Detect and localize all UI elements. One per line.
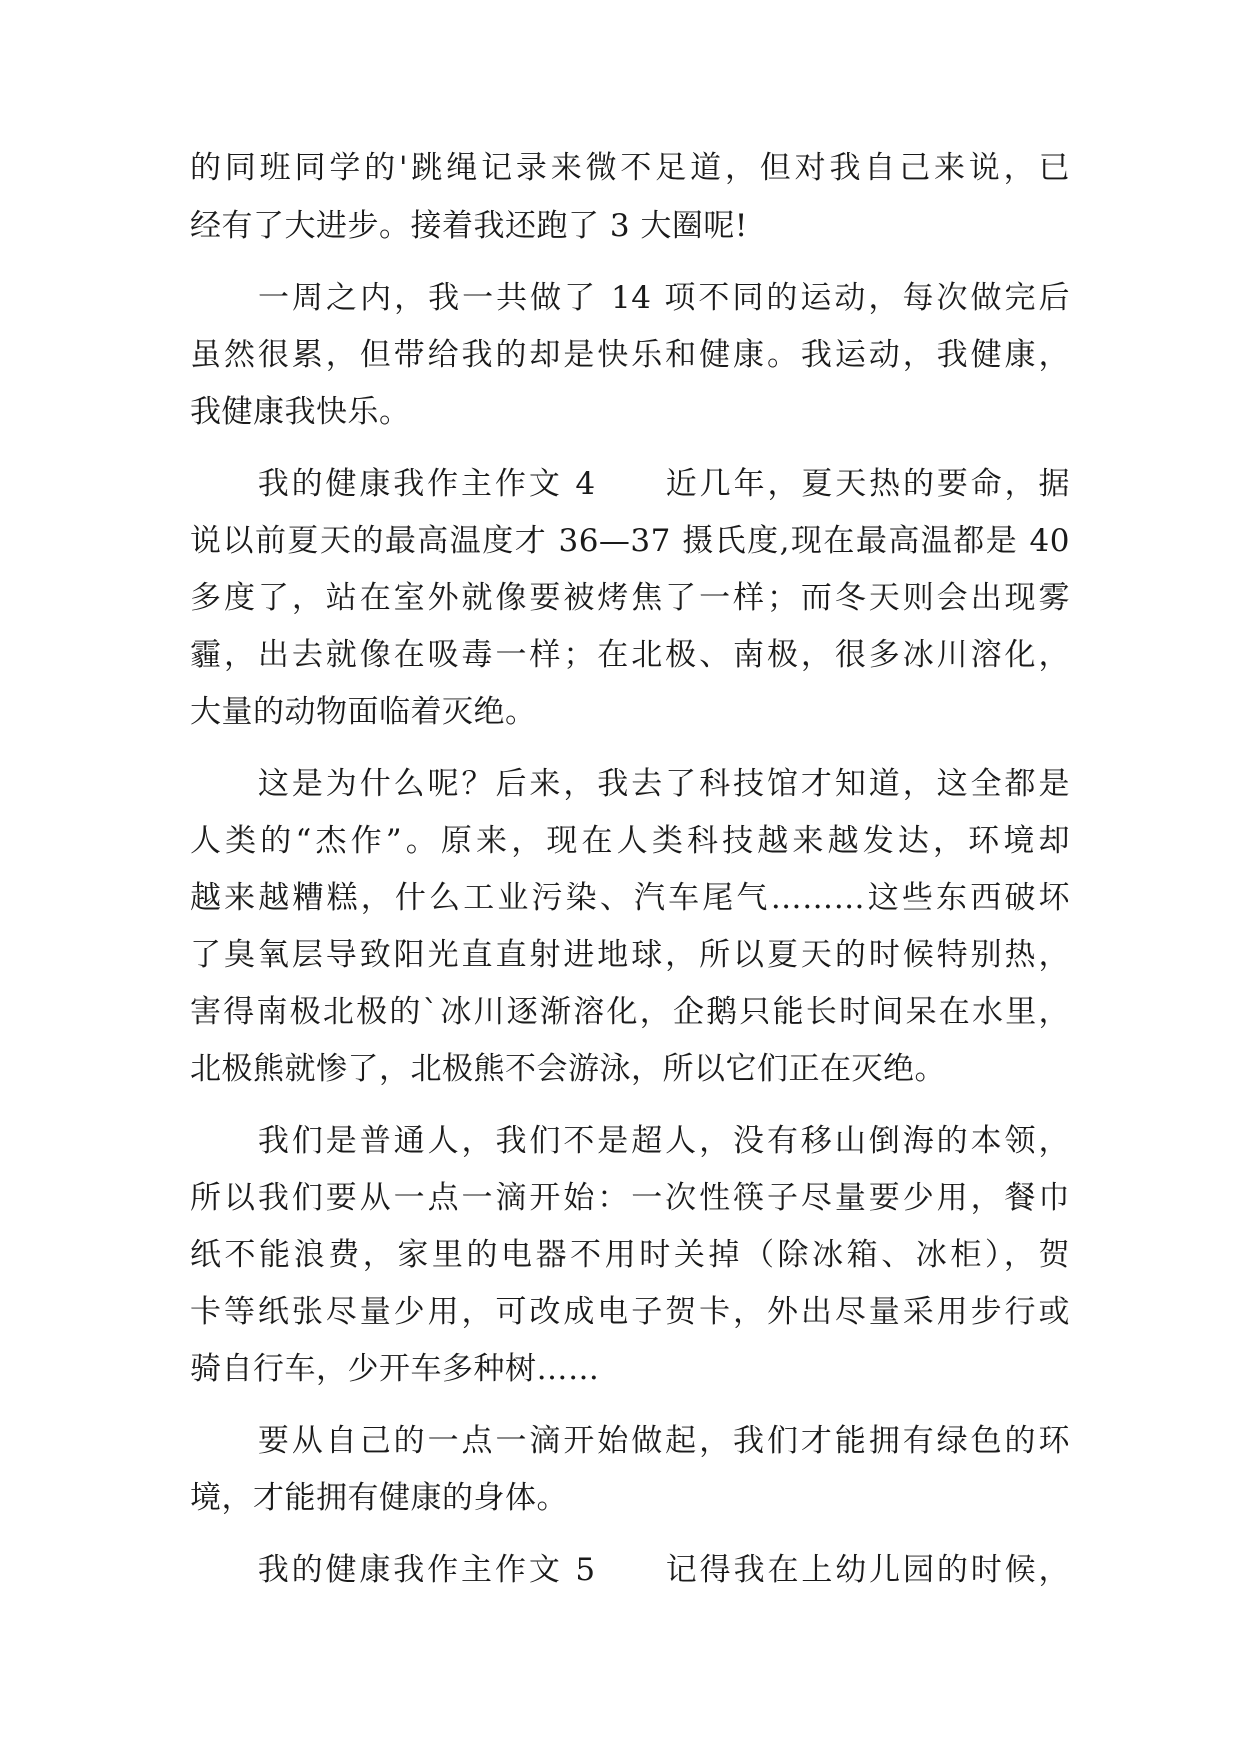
text-line: 一周之内，我一共做了 14 项不同的运动，每次做完后 (190, 280, 1070, 316)
text-line: 所以我们要从一点一滴开始：一次性筷子尽量要少用，餐巾 (190, 1180, 1070, 1216)
text-line: 的同班同学的'跳绳记录来微不足道，但对我自己来说，已 (190, 150, 1070, 186)
text-line: 说以前夏天的最高温度才 36—37 摄氏度,现在最高温都是 40 (190, 523, 1070, 559)
text-line: 这是为什么呢？后来，我去了科技馆才知道，这全都是 (190, 766, 1070, 802)
text-line: 我健康我快乐。 (190, 394, 411, 430)
text-line: 我的健康我作主作文 4 近几年，夏天热的要命，据 (190, 466, 1070, 502)
text-line: 虽然很累，但带给我的却是快乐和健康。我运动，我健康， (190, 337, 1070, 373)
text-line: 境，才能拥有健康的身体。 (190, 1480, 568, 1516)
text-line: 大量的动物面临着灭绝。 (190, 694, 537, 730)
text-line: 霾，出去就像在吸毒一样；在北极、南极，很多冰川溶化， (190, 637, 1070, 673)
text-line: 北极熊就惨了，北极熊不会游泳，所以它们正在灭绝。 (190, 1051, 946, 1087)
text-line: 了臭氧层导致阳光直直射进地球，所以夏天的时候特别热， (190, 937, 1070, 973)
text-line: 卡等纸张尽量少用，可改成电子贺卡，外出尽量采用步行或 (190, 1294, 1070, 1330)
text-line: 我们是普通人，我们不是超人，没有移山倒海的本领， (190, 1123, 1070, 1159)
text-line: 经有了大进步。接着我还跑了 3 大圈呢! (190, 208, 748, 244)
text-line: 越来越糟糕，什么工业污染、汽车尾气………这些东西破坏 (190, 880, 1070, 916)
text-line: 纸不能浪费，家里的电器不用时关掉（除冰箱、冰柜），贺 (190, 1237, 1070, 1273)
text-line: 人类的“杰作”。原来，现在人类科技越来越发达，环境却 (190, 823, 1070, 859)
text-line: 害得南极北极的`冰川逐渐溶化，企鹅只能长时间呆在水里， (190, 994, 1070, 1030)
text-line: 我的健康我作主作文 5 记得我在上幼儿园的时候， (190, 1552, 1070, 1588)
text-line: 多度了，站在室外就像要被烤焦了一样；而冬天则会出现雾 (190, 580, 1070, 616)
text-line: 骑自行车，少开车多种树…… (190, 1351, 600, 1387)
text-line: 要从自己的一点一滴开始做起，我们才能拥有绿色的环 (190, 1423, 1070, 1459)
